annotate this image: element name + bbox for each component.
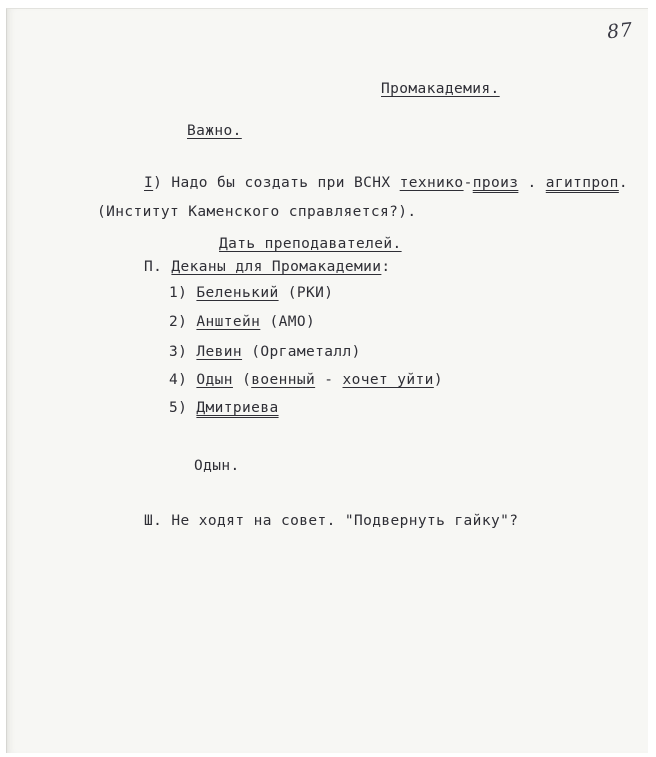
term-technical: технико — [399, 175, 464, 191]
item-detail-military: военный — [251, 372, 316, 388]
item-name: Левин — [196, 344, 243, 360]
section-1-numeral: I — [144, 175, 154, 191]
term-agitprop: агитпроп — [545, 175, 619, 191]
term-spacer: . — [518, 175, 546, 191]
list-item — [169, 284, 333, 302]
deans-colon: : — [381, 259, 391, 275]
item-detail: (АМО) — [260, 314, 316, 330]
list-item — [169, 371, 443, 389]
list-item — [169, 313, 315, 331]
item-detail-leave: хочет уйти — [342, 372, 434, 388]
section-3-line — [144, 512, 518, 530]
item-number: 2) — [169, 314, 188, 330]
item-number: 5) — [169, 400, 188, 416]
item-name: Дмитриева — [196, 400, 279, 416]
section-2-note: Одын. — [194, 458, 240, 474]
section-1-period: . — [618, 175, 628, 191]
section-3-text: Не ходят на совет. "Подвернуть гайку"? — [171, 513, 519, 529]
item-close: ) — [433, 372, 443, 388]
teachers-heading: Дать преподавателей. — [219, 236, 402, 252]
section-2-numeral: П. — [144, 259, 163, 275]
item-number: 4) — [169, 372, 188, 388]
important-heading: Важно. — [187, 123, 242, 139]
term-hyphen: - — [463, 175, 473, 191]
deans-label: Деканы для Промакадемии — [171, 259, 382, 275]
section-1-line — [144, 174, 628, 192]
item-name: Анштейн — [196, 314, 261, 330]
handwritten-page-number: 87 — [605, 18, 635, 44]
section-1-text: ) Надо бы создать при ВСНХ — [153, 175, 400, 191]
term-production: произ — [472, 175, 519, 191]
section-1-note: (Институт Каменского справляется?). — [97, 204, 417, 220]
item-name: Беленький — [196, 285, 279, 301]
section-2-line — [144, 258, 391, 276]
item-dash: - — [315, 372, 343, 388]
item-number: 3) — [169, 344, 188, 360]
document-title: Промакадемия. — [381, 81, 500, 97]
item-name: Одын — [196, 372, 233, 388]
section-3-numeral: Ш. — [144, 513, 163, 529]
item-detail: (РКИ) — [278, 285, 334, 301]
list-item — [169, 343, 361, 361]
list-item — [169, 399, 279, 417]
item-detail: (Оргаметалл) — [242, 344, 361, 360]
item-separator: ( — [232, 372, 252, 388]
item-number: 1) — [169, 285, 188, 301]
